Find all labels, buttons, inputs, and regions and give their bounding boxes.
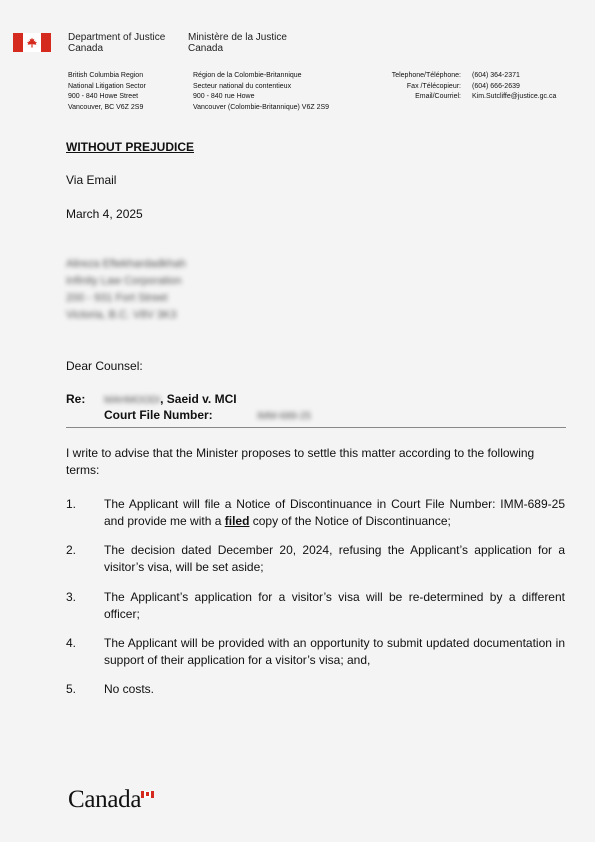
intro-paragraph: I write to advise that the Minister proposes to settle this matter according to the following terms: <box>66 446 535 477</box>
court-file-label: Court File Number: <box>104 408 213 422</box>
address-en-line: 900 - 840 Howe Street <box>68 93 139 100</box>
recipient-line: 200 - 931 Fort Street <box>66 292 168 304</box>
department-name-fr-line1: Ministère de la Justice <box>188 32 287 43</box>
department-name-en <box>68 32 165 54</box>
address-en-line: National Litigation Sector <box>68 82 146 90</box>
re-label: Re: <box>66 392 86 406</box>
term-number: 2. <box>66 543 77 557</box>
canada-wordmark: Canada <box>68 786 142 813</box>
recipient-line: Infinity Law Corporation <box>66 275 182 287</box>
recipient-line: Victoria, B.C. V8V 3K3 <box>66 309 177 321</box>
delivery-method: Via Email <box>66 173 117 187</box>
department-name-en-line1: Department of Justice <box>68 32 166 43</box>
letter-date: March 4, 2025 <box>66 207 143 221</box>
fax-label: Fax /Télécopieur: <box>406 82 461 90</box>
term-number: 3. <box>66 590 77 604</box>
term-text: No costs. <box>104 682 155 696</box>
telephone-label: Telephone/Téléphone: <box>391 72 461 79</box>
address-en-line: Vancouver, BC V6Z 2S9 <box>68 103 144 111</box>
email-label: Email/Courriel: <box>415 93 461 100</box>
without-prejudice-heading: WITHOUT PREJUDICE <box>66 140 195 154</box>
telephone-value: (604) 364-2371 <box>472 72 520 79</box>
address-fr-line: Vancouver (Colombie-Britannique) V6Z 2S9 <box>193 103 330 111</box>
salutation: Dear Counsel: <box>66 359 143 373</box>
term-number: 1. <box>66 497 77 511</box>
term-text-pre: The Applicant will file a Notice of Discontinuance in Court File Number: IMM-689-25 and provide me with a <box>104 497 565 528</box>
term-number: 5. <box>66 682 77 696</box>
redacted-name: MAHMOODI <box>104 395 161 406</box>
case-title: , Saeid v. MCI <box>160 392 237 406</box>
canada-flag-icon <box>13 33 51 52</box>
term-text <box>104 496 565 530</box>
address-en <box>68 71 146 113</box>
term-number: 4. <box>66 636 77 650</box>
address-fr-line: Région de la Colombie-Britannique <box>193 72 302 79</box>
term-text: The decision dated December 20, 2024, refusing the Applicant’s application for a visitor’s visa, will be set aside; <box>104 543 565 574</box>
department-name-en-line2: Canada <box>68 43 104 54</box>
term-text-post: copy of the Notice of Discontinuance; <box>249 514 451 528</box>
wordmark-flag-icon <box>141 791 154 798</box>
court-file-number-redacted: IMM-689-25 <box>257 411 311 422</box>
recipient-line: Alireza Eftekhardadkhah <box>66 258 186 270</box>
department-name-fr-line2: Canada <box>188 43 224 54</box>
department-name-fr <box>188 32 287 54</box>
address-fr <box>193 71 329 113</box>
term-emphasis: filed <box>224 514 250 528</box>
email-link[interactable]: Kim.Sutcliffe@justice.gc.ca <box>472 93 557 100</box>
contact-labels <box>350 71 461 103</box>
contact-values <box>472 71 556 103</box>
divider <box>66 427 566 428</box>
fax-value: (604) 666-2639 <box>472 82 520 90</box>
term-text: The Applicant’s application for a visitor’s visa will be re-determined by a different officer; <box>104 590 565 621</box>
term-text: The Applicant will be provided with an opportunity to submit updated documentation in support of their application for a visitor’s visa; and, <box>104 636 565 667</box>
address-fr-line: 900 - 840 rue Howe <box>193 93 255 100</box>
address-en-line: British Columbia Region <box>68 72 144 79</box>
address-fr-line: Secteur national du contentieux <box>193 82 292 90</box>
recipient-address-redacted <box>66 256 186 324</box>
